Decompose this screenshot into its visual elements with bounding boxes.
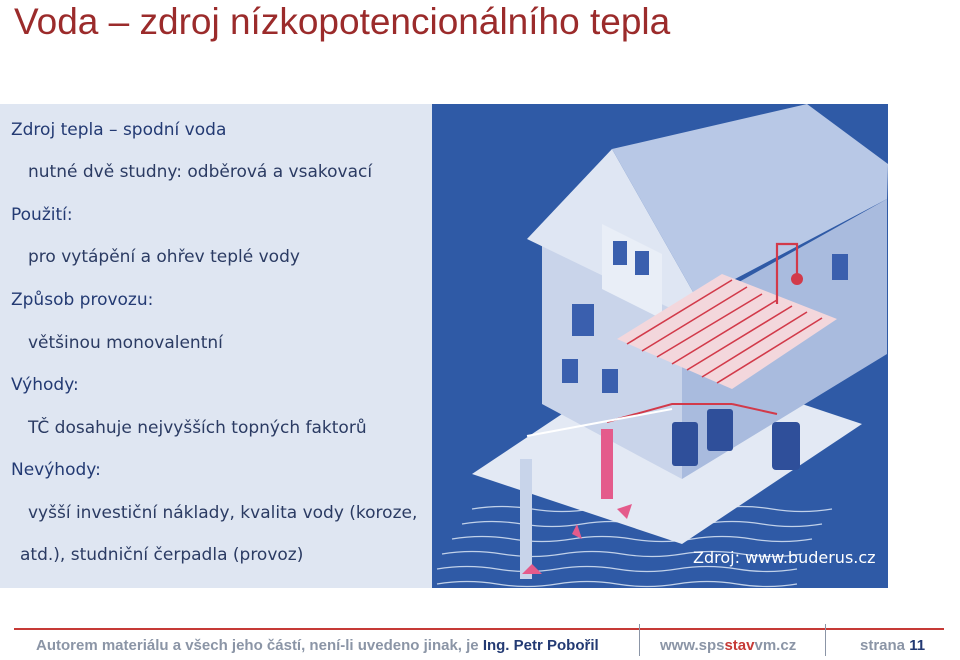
bullet-heading: Výhody: [11, 375, 79, 395]
image-source-caption: Zdroj: www.buderus.cz [693, 548, 876, 567]
footer-website-part-c: vm.cz [754, 637, 797, 654]
bullet-heading: Použití: [11, 205, 73, 225]
bullet-heading: Zdroj tepla – spodní voda [11, 120, 227, 140]
footer-page [860, 632, 950, 660]
footer-separator [639, 624, 640, 656]
footer-website[interactable] [660, 632, 810, 660]
bullet-text: TČ dosahuje nejvyšších topných faktorů [28, 418, 367, 438]
bullet-text: atd.), studniční čerpadla (provoz) [20, 545, 304, 565]
house-cutaway-illustration [432, 104, 888, 588]
slide-title: Voda – zdroj nízkopotencionálního tepla [14, 1, 671, 42]
footer-page-number: 11 [909, 637, 926, 654]
footer-page-label: strana [860, 637, 910, 654]
footer-separator [825, 624, 826, 656]
bullet-text: většinou monovalentní [28, 333, 223, 353]
bullet-text: pro vytápění a ohřev teplé vody [28, 247, 300, 267]
bullet-heading: Nevýhody: [11, 460, 101, 480]
footer-website-part-b: stav [724, 637, 755, 654]
bullet-text: nutné dvě studny: odběrová a vsakovací [28, 162, 373, 182]
footer-author-name: Ing. Petr Pobořil [482, 637, 599, 654]
bullet-heading: Způsob provozu: [11, 290, 154, 310]
footer-divider [14, 628, 944, 630]
footer-author [36, 632, 624, 660]
footer-author-prefix: Autorem materiálu a všech jeho částí, není-li uvedeno jinak, je [36, 637, 483, 654]
heat-pump-illustration [432, 104, 888, 588]
bullet-text: vyšší investiční náklady, kvalita vody (koroze, [28, 503, 418, 523]
content-panel [0, 104, 432, 588]
footer-website-part-a: www.sps [660, 637, 725, 654]
